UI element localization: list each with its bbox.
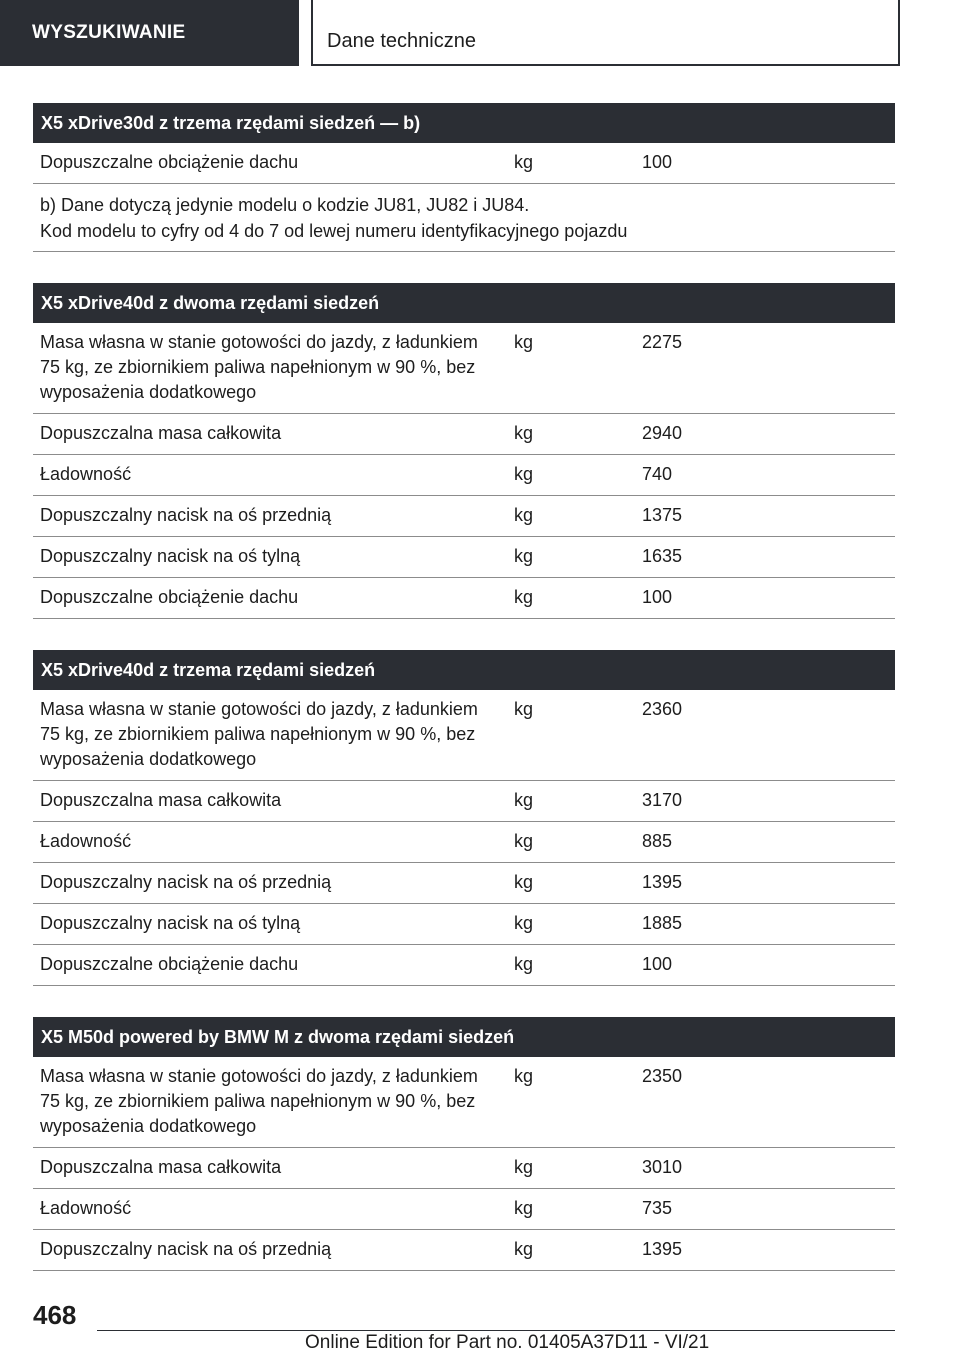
row-label: Dopuszczalne obciążenie dachu [40, 587, 299, 607]
row-value: 1395 [642, 872, 683, 892]
row-unit: kg [514, 954, 534, 974]
row-unit: kg [514, 546, 534, 566]
row-unit: kg [514, 1198, 534, 1218]
table-row [33, 863, 895, 904]
spec-section [33, 1017, 895, 1271]
table-row [33, 904, 895, 945]
page-number: 468 [33, 1300, 77, 1330]
row-label: Ładowność [40, 831, 132, 851]
table-row [33, 143, 895, 184]
row-value: 1885 [642, 913, 683, 933]
row-label: Dopuszczalna masa całkowita [40, 790, 282, 810]
row-label: Ładowność [40, 1198, 132, 1218]
page-footer [0, 1290, 960, 1362]
row-unit: kg [514, 464, 534, 484]
table-row [33, 496, 895, 537]
row-label: Masa własna w stanie gotowości do jazdy, z ładunkiem 75 kg, ze zbiornikiem paliwa napełnionym w 90 %, bez wyposażenia dodatkowego [40, 1066, 478, 1136]
table-row [33, 945, 895, 986]
row-value: 2940 [642, 423, 683, 443]
table-row [33, 690, 895, 781]
table-row [33, 578, 895, 619]
row-unit: kg [514, 423, 534, 443]
row-value: 735 [642, 1198, 673, 1218]
row-value: 3010 [642, 1157, 683, 1177]
row-unit: kg [514, 790, 534, 810]
spec-section [33, 103, 895, 252]
table-row [33, 1189, 895, 1230]
row-value: 2275 [642, 332, 683, 352]
section-header: X5 xDrive40d z dwoma rzędami siedzeń [33, 283, 895, 323]
table-row [33, 1057, 895, 1148]
row-unit: kg [514, 831, 534, 851]
row-label: Dopuszczalny nacisk na oś przednią [40, 505, 332, 525]
row-value: 885 [642, 831, 673, 851]
row-value: 2360 [642, 699, 683, 719]
row-label: Masa własna w stanie gotowości do jazdy, z ładunkiem 75 kg, ze zbiornikiem paliwa napełnionym w 90 %, bez wyposażenia dodatkowego [40, 699, 478, 769]
top-bar [0, 0, 960, 66]
row-label: Dopuszczalny nacisk na oś tylną [40, 546, 301, 566]
search-tab[interactable]: WYSZUKIWANIE [0, 0, 299, 66]
row-value: 1375 [642, 505, 683, 525]
row-unit: kg [514, 872, 534, 892]
section-header: X5 xDrive40d z trzema rzędami siedzeń [33, 650, 895, 690]
row-label: Dopuszczalne obciążenie dachu [40, 954, 299, 974]
table-row [33, 822, 895, 863]
spec-section [33, 283, 895, 619]
row-unit: kg [514, 699, 534, 719]
row-value: 100 [642, 587, 673, 607]
row-label: Dopuszczalny nacisk na oś przednią [40, 1239, 332, 1259]
footnote [33, 184, 895, 252]
footnote-line: Kod modelu to cyfry od 4 do 7 od lewej numeru identyfikacyjnego pojazdu [40, 221, 628, 241]
row-unit: kg [514, 332, 534, 352]
table-row [33, 414, 895, 455]
table-row [33, 1230, 895, 1271]
spec-content [33, 103, 895, 1302]
row-unit: kg [514, 913, 534, 933]
footer-divider [97, 1330, 895, 1331]
row-value: 1635 [642, 546, 683, 566]
row-label: Dopuszczalny nacisk na oś przednią [40, 872, 332, 892]
table-row [33, 323, 895, 414]
row-value: 100 [642, 954, 673, 974]
row-label: Dopuszczalne obciążenie dachu [40, 152, 299, 172]
table-row [33, 537, 895, 578]
breadcrumb-label: Dane techniczne [327, 30, 476, 52]
spec-section [33, 650, 895, 986]
section-header: X5 M50d powered by BMW M z dwoma rzędami siedzeń [33, 1017, 895, 1057]
breadcrumb [311, 0, 900, 66]
row-unit: kg [514, 587, 534, 607]
row-label: Dopuszczalna masa całkowita [40, 1157, 282, 1177]
edition-note: Online Edition for Part no. 01405A37D11 - VI/21 [305, 1332, 710, 1353]
table-row [33, 1148, 895, 1189]
footnote-line: b) Dane dotyczą jedynie modelu o kodzie JU81, JU82 i JU84. [40, 195, 530, 215]
row-unit: kg [514, 1239, 534, 1259]
row-label: Ładowność [40, 464, 132, 484]
row-label: Dopuszczalny nacisk na oś tylną [40, 913, 301, 933]
row-value: 100 [642, 152, 673, 172]
row-unit: kg [514, 505, 534, 525]
row-unit: kg [514, 1066, 534, 1086]
row-unit: kg [514, 1157, 534, 1177]
row-label: Masa własna w stanie gotowości do jazdy, z ładunkiem 75 kg, ze zbiornikiem paliwa napełnionym w 90 %, bez wyposażenia dodatkowego [40, 332, 478, 402]
row-value: 1395 [642, 1239, 683, 1259]
row-unit: kg [514, 152, 534, 172]
table-row [33, 455, 895, 496]
row-value: 740 [642, 464, 673, 484]
table-row [33, 781, 895, 822]
row-label: Dopuszczalna masa całkowita [40, 423, 282, 443]
section-header: X5 xDrive30d z trzema rzędami siedzeń — b) [33, 103, 895, 143]
row-value: 2350 [642, 1066, 683, 1086]
row-value: 3170 [642, 790, 683, 810]
